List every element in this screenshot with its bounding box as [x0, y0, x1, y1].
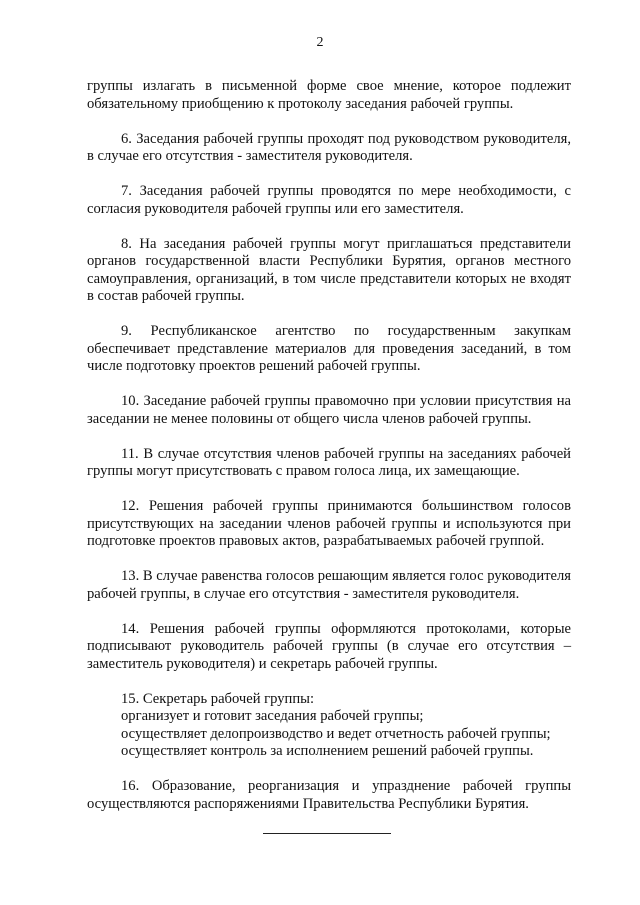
paragraph-16: 16. Образование, реорганизация и упразднение рабочей группы осуществляются распоряжениями Правительства Республики Бурятия. [87, 778, 571, 812]
document-body [87, 78, 571, 831]
paragraph-11: 11. В случае отсутствия членов рабочей группы на заседаниях рабочей группы могут присутствовать с правом голоса лица, их замещающие. [87, 445, 571, 479]
paragraph-8: 8. На заседания рабочей группы могут приглашаться представители органов государственной власти Республики Бурятия, органов местного самоуправления, организаций, в том числе представители которых не входят в состав рабочей группы. [87, 235, 571, 304]
paragraph-12: 12. Решения рабочей группы принимаются большинством голосов присутствующих на заседании членов рабочей группы и используются при подготовке проектов правовых актов, разрабатываемых рабочей группой. [87, 498, 571, 549]
paragraph-15-secretary [87, 691, 571, 761]
secretary-duty-item: осуществляет контроль за исполнением решений рабочей группы. [121, 743, 534, 759]
paragraph-6: 6. Заседания рабочей группы проходят под руководством руководителя, в случае его отсутствия - заместителя руководителя. [87, 130, 571, 164]
secretary-duty-item: организует и готовит заседания рабочей группы; [121, 708, 424, 724]
page-number: 2 [316, 35, 324, 50]
paragraph-7: 7. Заседания рабочей группы проводятся по мере необходимости, с согласия руководителя рабочей группы или его заместителя. [87, 183, 571, 217]
secretary-heading: 15. Секретарь рабочей группы: [121, 690, 315, 707]
paragraph-9: 9. Республиканское агентство по государственным закупкам обеспечивает представление материалов для проведения заседаний, в том числе подготовку проектов решений рабочей группы. [87, 323, 571, 374]
paragraph-continuation: группы излагать в письменной форме свое мнение, которое подлежит обязательному приобщению к протоколу заседания рабочей группы. [87, 78, 571, 112]
paragraph-14: 14. Решения рабочей группы оформляются протоколами, которые подписывают руководитель рабочей группы (в случае его отсутствия – заместитель руководителя) и секретарь рабочей группы. [87, 620, 571, 672]
closing-rule-divider [263, 833, 391, 834]
secretary-duty-item: осуществляет делопроизводство и ведет отчетность рабочей группы; [121, 725, 551, 742]
paragraph-13: 13. В случае равенства голосов решающим является голос руководителя рабочей группы, в случае его отсутствия - заместителя руководителя. [87, 568, 571, 602]
paragraph-10: 10. Заседание рабочей группы правомочно при условии присутствия на заседании не менее половины от общего числа членов рабочей группы. [87, 393, 571, 427]
